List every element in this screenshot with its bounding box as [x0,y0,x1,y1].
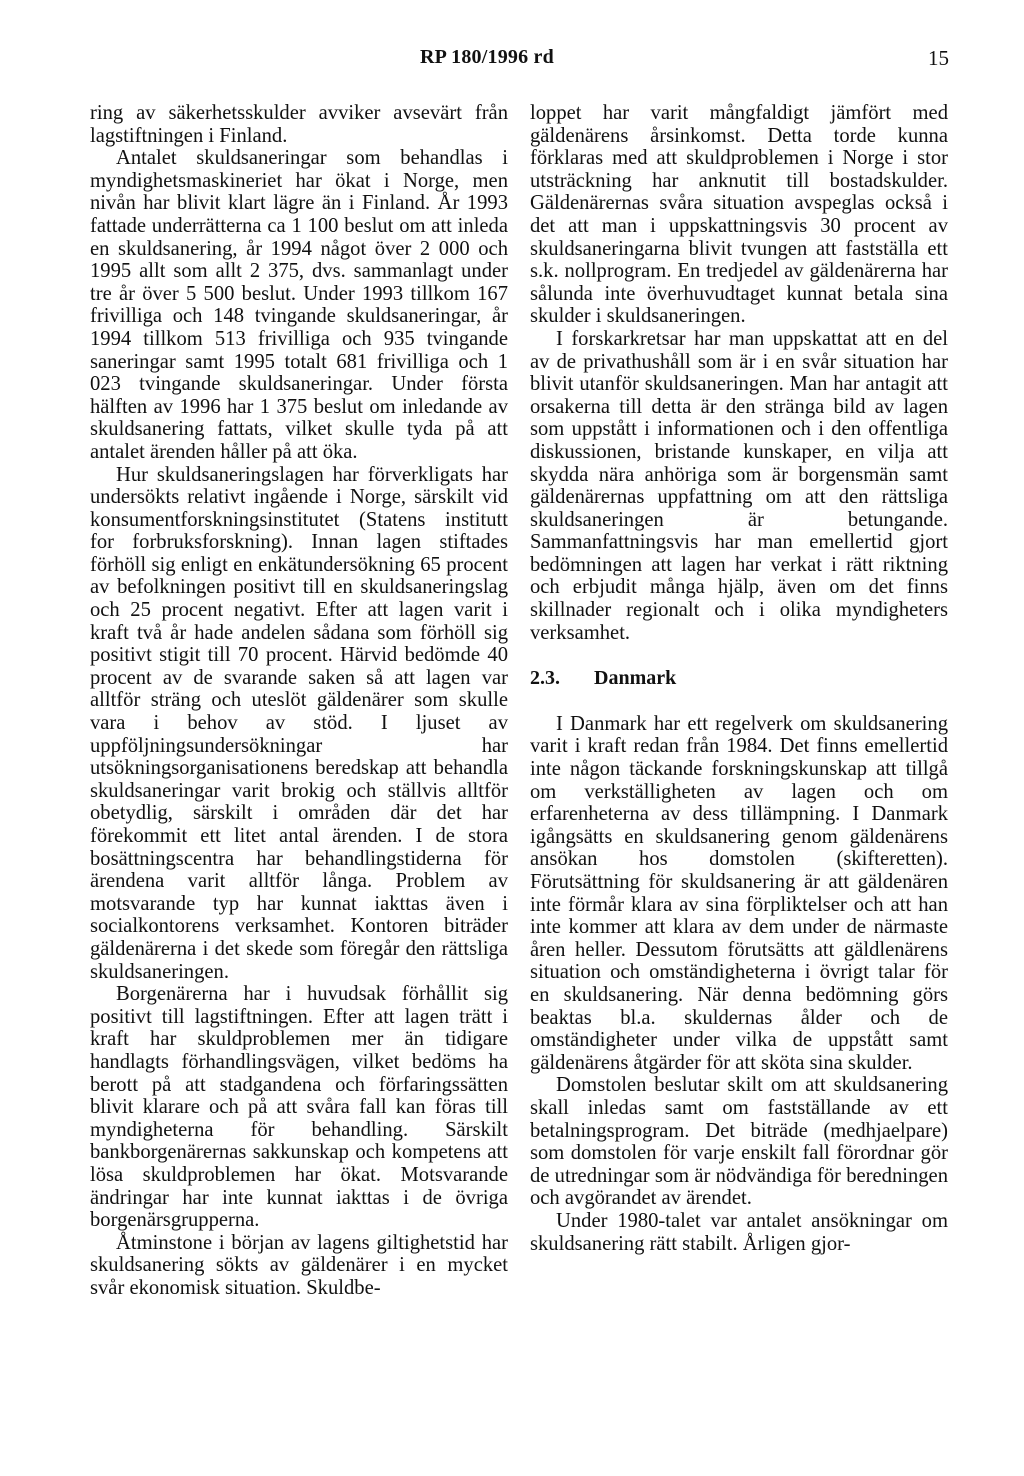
paragraph: Domstolen beslutar skilt om att skuldsanering skall inledas samt om fastställande av ett betalningsprogram. Det biträde (medhjaelpare) som domstolen för varje enskilt fall förordnar gör de utredningar som är nödvändiga för beredningen och avgörandet av ärendet. [530,1074,948,1210]
right-column [530,102,948,1255]
paragraph: I forskarkretsar har man uppskattat att en del av de privathushåll som är i en svår situation har blivit utanför skuldsaneringen. Man har antagit att orsakerna till detta är den stränga bild av lagen som uppstått i informationen och i den offentliga diskussionen, bristande kunskaper, en vilja att skydda nära anhöriga som är borgensmän samt gäldenärernas uppfattning om att den rättsliga skuldsaneringen är betungande. Sammanfattningsvis har man emellertid gjort bedömningen att lagen har verkat i rätt riktning och erbjudit många hjälp, även om det finns skillnader regionalt och i olika myndigheters verksamhet. [530,327,948,644]
section-number: 2.3. [530,667,560,690]
page-number: 15 [928,46,949,70]
document-title: RP 180/1996 rd [420,46,554,68]
page-header [0,46,1024,74]
section-heading [530,667,948,690]
paragraph: Åtminstone i början av lagens giltighetstid har skuldsanering sökts av gäldenärer i en mycket svår ekonomisk situation. Skuldbe- [90,1231,508,1299]
left-column [90,102,508,1299]
paragraph: Borgenärerna har i huvudsak förhållit sig positivt till lagstiftningen. Efter att lagen trätt i kraft har skuldproblemen mer än tidigare handlagts förhandlingsvägen, vilket bedöms ha berott på att stadgandena och förfaringssätten blivit klarare och på att svåra fall kan föras till myndigheterna för behandling. Särskilt bankborgenärernas sakkunskap och kompetens att lösa skuldproblemen har ökat. Motsvarande ändringar har inte kunnat iakttas i de övriga borgenärsgrupperna. [90,983,508,1232]
paragraph: Antalet skuldsaneringar som behandlas i myndighetsmaskineriet har ökat i Norge, men nivån har blivit klart lägre än i Finland. År 1993 fattade underrätterna ca 1 100 beslut om att inleda en skuldsanering, år 1994 något över 2 000 och 1995 allt som allt 2 375, dvs. sammanlagt under tre år över 5 500 beslut. Under 1993 tillkom 167 frivilliga och 148 tvingande skuldsaneringar, år 1994 tillkom 513 frivilliga och 935 tvingande saneringar samt 1995 totalt 681 frivilliga och 1 023 tvingande skuldsaneringar. Under första hälften av 1996 har 1 375 beslut om inledande av skuldsanering fattats, vilket skulle tyda på att antalet ärenden håller på att öka. [90,147,508,463]
paragraph: ring av säkerhetsskulder avviker avsevärt från lagstiftningen i Finland. [90,102,508,147]
paragraph: Under 1980-talet var antalet ansökningar om skuldsanering rätt stabilt. Årligen gjor- [530,1209,948,1255]
paragraph: I Danmark har ett regelverk om skuldsanering varit i kraft redan från 1984. Det finns emellertid inte någon täckande forskningskunskap att tillgå om verkställigheten av lagen och om erfarenheterna av dess tillämpning. I Danmark igångsätts en skuldsanering genom gäldenärens ansökan hos domstolen (skifteretten). Förutsättning för skuldsanering är att gäldenären inte förmår klara av sina förpliktelser och att han inte kommer att klara av dem under de närmaste åren heller. Dessutom förutsätts att gäldlenärens situation och omständigheterna i övrigt talar för en skuldsanering. När denna bedömning görs beaktas bl.a. skuldernas ålder och de omständigheter under vilka de uppstått samt gäldenärens åtgärder för att sköta sina skulder. [530,712,948,1074]
paragraph: Hur skuldsaneringslagen har förverkligats har undersökts relativt ingående i Norge, särskilt vid konsumentforskningsinstitutet (Statens institutt for forbruksforskning). Innan lagen stiftades förhöll sig enligt en enkätundersökning 65 procent av befolkningen positivt till en skuldsaneringslag och 25 procent negativt. Efter att lagen varit i kraft två år hade andelen sådana som förhöll sig positivt stigit till 70 procent. Härvid bedömde 40 procent av de svarande saken så att lagen var alltför sträng och uteslöt gäldenärer som skulle vara i behov av stöd. I ljuset av uppföljningsundersökningar har utsökningsorganisationens beredskap att behandla skuldsaneringar varit brokig och ställvis alltför obetydlig, särskilt i områden där det har förekommit ett litet antal ärenden. I de stora bosättningscentra har behandlingstiderna för ärendena varit alltför långa. Problem av motsvarande typ har kunnat iakttas även i socialkontorens verksamhet. Kontoren biträder gäldenärerna i det skede som föregår den rättsliga skuldsaneringen. [90,463,508,983]
section-title: Danmark [594,667,677,690]
paragraph: loppet har varit mångfaldigt jämfört med gäldenärens årsinkomst. Detta torde kunna förklaras med att skuldproblemen i Norge i stor utsträckning har anknutit till bostadskulder. Gäldenärernas svåra situation avspeglas också i det att man i uppskattningsvis 30 procent av skuldsaneringarna blivit tvungen att fastställa ett s.k. nollprogram. En tredjedel av gäldenärerna har sålunda inte överhuvudtaget kunnat betala sina skulder i skuldsaneringen. [530,102,948,328]
